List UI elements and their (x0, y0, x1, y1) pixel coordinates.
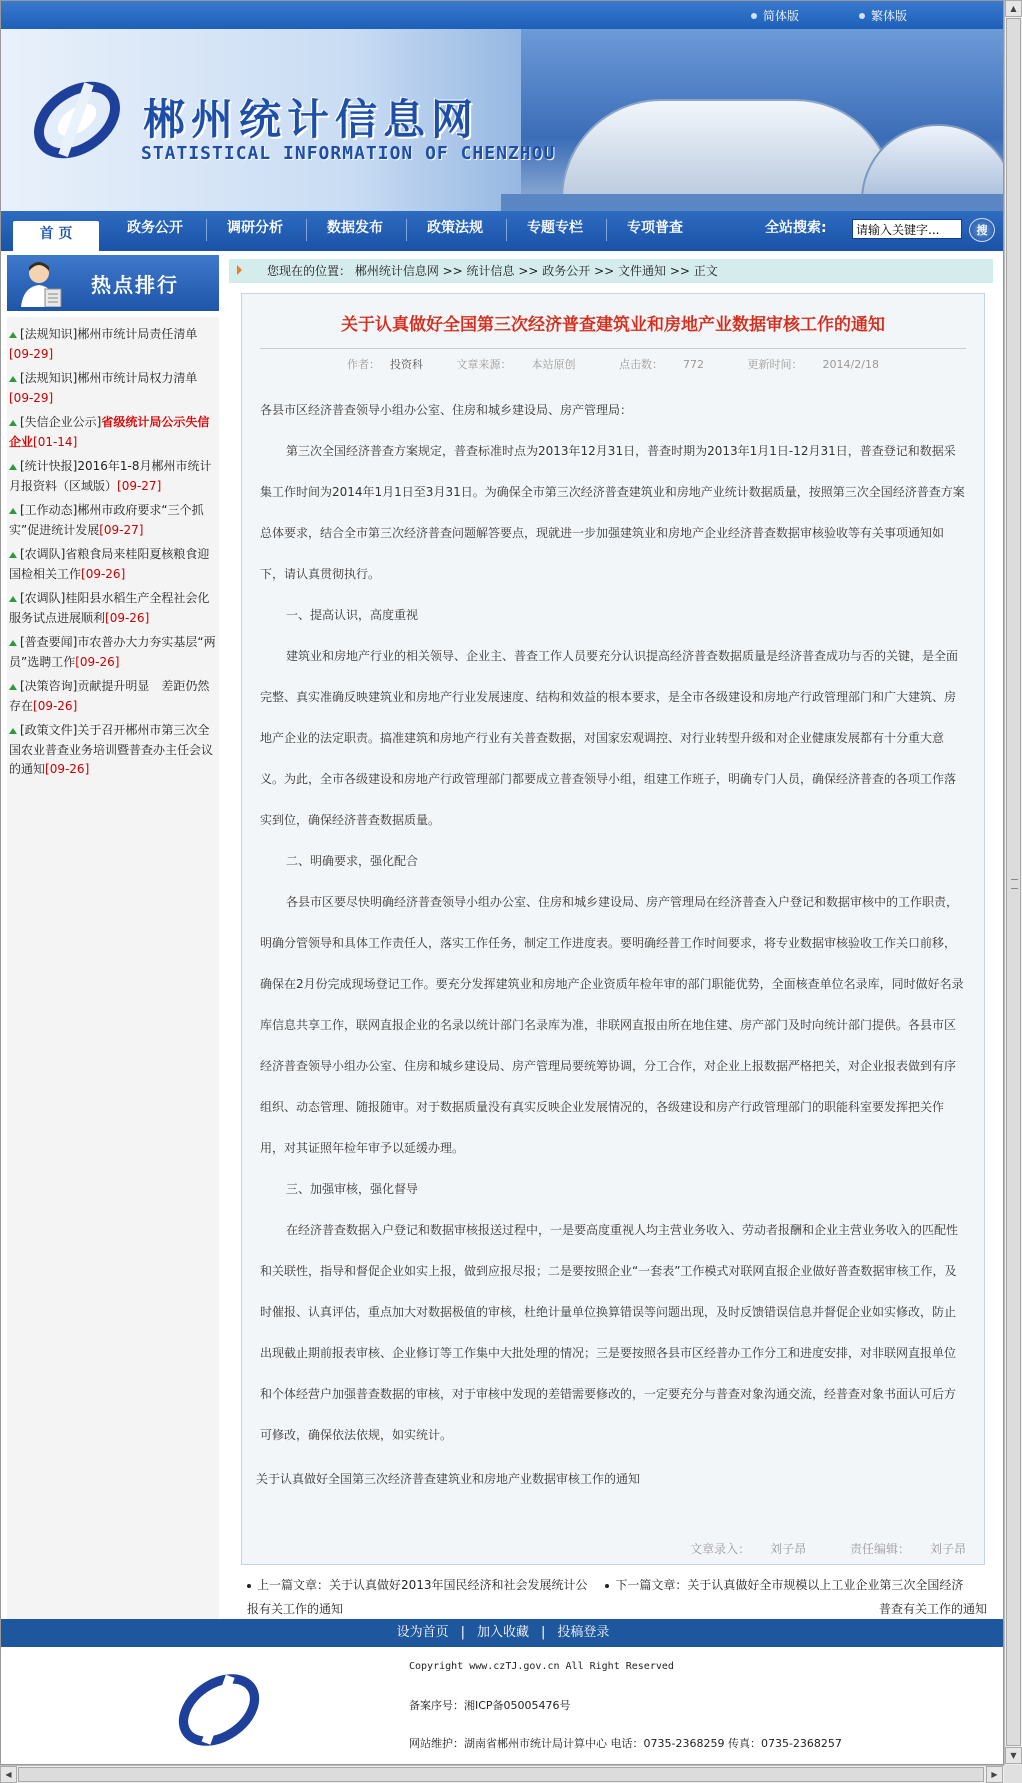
nav-divider (606, 219, 607, 241)
nav-divider (206, 219, 207, 241)
search-input[interactable] (852, 219, 962, 239)
footer-links: 设为首页 | 加入收藏 | 投稿登录 (1, 1619, 1004, 1647)
article (241, 293, 985, 1565)
nav-divider (306, 219, 307, 241)
person-icon (19, 259, 63, 307)
stadium-image (561, 99, 895, 203)
nav-divider (506, 219, 507, 241)
paragraph: 各县市区经济普查领导小组办公室、住房和城乡建设局、房产管理局： (260, 403, 633, 417)
list-item[interactable]: [政策文件]关于召开郴州市第三次全国农业普查业务培训暨普查办主任会议的通知[09-26] (9, 723, 214, 776)
arrow-right-icon (237, 265, 247, 275)
attachment-link[interactable]: 关于认真做好全国第三次经济普查建筑业和房地产业数据审核工作的通知 (256, 1472, 641, 1486)
list-item[interactable]: [法规知识]郴州市统计局权力清单 [09-29] (9, 371, 198, 405)
arrow-up-icon (9, 376, 17, 382)
scroll-thumb[interactable] (18, 1767, 984, 1782)
nav-data-release[interactable]: 数据发布 (327, 220, 383, 236)
arrow-up-icon (9, 728, 17, 734)
scroll-right-icon[interactable]: ▶ (986, 1766, 1003, 1783)
bullet-icon (751, 13, 757, 19)
bullet-icon (247, 1584, 251, 1588)
footer-logo-icon (176, 1667, 262, 1753)
nav-census[interactable]: 专项普查 (627, 220, 683, 236)
grip-icon (1011, 879, 1018, 889)
title-divider (260, 348, 966, 349)
list-item[interactable]: [决策咨询]贡献提升明显 差距仍然存在[09-26] (9, 679, 210, 713)
hot-list (7, 317, 219, 1047)
arrow-up-icon (9, 464, 17, 470)
header-banner (1, 29, 1004, 211)
article-body (260, 390, 966, 1456)
prev-article-link[interactable]: 关于认真做好2013年国民经济和社会发展统计公 (329, 1578, 588, 1592)
list-item[interactable]: [失信企业公示]省级统计局公示失信企业[01-14] (9, 415, 210, 449)
site-title: 郴州统计信息网 (143, 95, 480, 144)
nav-divider (406, 219, 407, 241)
prev-article-link-tail[interactable]: 报有关工作的通知 (247, 1602, 344, 1616)
section-heading: 三、加强审核，强化督导 (286, 1182, 419, 1196)
maintainer-info: 网站维护：湖南省郴州市统计局计算中心 电话：0735-2368259 传真：0735-2368257 (409, 1737, 842, 1750)
vertical-scrollbar[interactable] (1004, 0, 1022, 1765)
arrow-up-icon (9, 596, 17, 602)
scroll-up-icon[interactable]: ▲ (1005, 0, 1022, 17)
main-nav (1, 211, 1004, 251)
arrow-up-icon (9, 508, 17, 514)
list-item[interactable]: [工作动态]郴州市政府要求“三个抓实”促进统计发展[09-27] (9, 503, 204, 537)
article-credits: 文章录入： 刘子昂 责任编辑： 刘子昂 (690, 1542, 966, 1556)
nav-gov-affairs[interactable]: 政务公开 (127, 220, 183, 236)
list-item[interactable]: [农调队]省粮食局来桂阳夏核粮食迎国检相关工作[09-26] (9, 547, 210, 581)
paragraph: 在经济普查数据入户登记和数据审核报送过程中，一是要高度重视人均主营业务收入、劳动者报酬和企业主营业务收入的匹配性和关联性，指导和督促企业如实上报，做到应报尽报；二是要按照企业“一套表”工作模式对联网直报企业做好普查数据审核工作，及时催报、认真评估，重点加大对数据极值的审核，杜绝计量单位换算错误等问题出现，及时反馈错误信息并督促企业如实修改，防止出现截止期前报表审核、企业修订等工作集中大批处理的情况；三是要按照各县市区经普办工作分工和进度安排，对非联网直报单位和个体经营户加强普查数据的审核，对于审核中发现的差错需要修改的，一定要充分与普查对象沟通交流，经普查对象书面认可后方可修改，确保依法依规，如实统计。 (260, 1223, 959, 1442)
bullet-icon (605, 1584, 609, 1588)
next-article-link[interactable]: 关于认真做好全市规模以上工业企业第三次全国经济 (687, 1578, 964, 1592)
copyright: Copyright www.czTJ.gov.cn All Right Reserved (409, 1661, 674, 1672)
site-subtitle: STATISTICAL INFORMATION OF CHENZHOU (141, 143, 556, 164)
scroll-left-icon[interactable]: ◀ (0, 1766, 17, 1783)
arrow-up-icon (9, 332, 17, 338)
lang-simplified-link[interactable]: 简体版 (751, 7, 799, 24)
prev-next-nav: 上一篇文章：关于认真做好2013年国民经济和社会发展统计公 下一篇文章：关于认真做好全市规模以上工业企业第三次全国经济 报有关工作的通知 普查有关工作的通知 (247, 1573, 987, 1621)
paragraph: 各县市区要尽快明确经济普查领导小组办公室、住房和城乡建设局、房产管理局在经济普查入户登记和数据审核中的工作职责，明确分管领导和具体工作责任人，落实工作任务，制定工作进度表。要明确经普工作时间要求，将专业数据审核验收工作关口前移，确保在2月份完成现场登记工作。要充分发挥建筑业和房地产企业资质年检年审的部门职能优势，全面核查单位名录库，同时做好名录库信息共享工作，联网直报企业的名录以统计部门名录库为准，非联网直报由所在地住建、房产部门及时向统计部门提供。各县市区经济普查领导小组办公室、住房和城乡建设局、房产管理局要统筹协调，分工合作，对企业上报数据严格把关，对企业报表做到有序组织、动态管理、随报随审。对于数据质量没有真实反映企业发展情况的，各级建设和房产行政管理部门的职能科室要发挥把关作用，对其证照年检年审予以延缓办理。 (260, 895, 964, 1155)
paragraph: 建筑业和房地产行业的相关领导、企业主、普查工作人员要充分认识提高经济普查数据质量是经济普查成功与否的关键，是全面完整、真实准确反映建筑业和房地产行业发展速度、结构和效益的根本要求，是全市各级建设和房地产行政管理部门和广大建筑、房地产企业的法定职责。搞准建筑和房地产行业有关普查数据，对国家宏观调控、对行业转型升级和对企业健康发展都有十分重大意义。为此，全市各级建设和房地产行政管理部门都要成立普查领导小组，组建工作班子，明确专门人员，确保经济普查的各项工作落实到位，确保经济普查数据质量。 (260, 649, 959, 827)
list-item[interactable]: [法规知识]郴州市统计局责任清单 [09-29] (9, 327, 198, 361)
nav-policy[interactable]: 政策法规 (427, 220, 483, 236)
lang-traditional-link[interactable]: 繁体版 (859, 7, 907, 24)
paragraph: 第三次全国经济普查方案规定，普查标准时点为2013年12月31日，普查时期为2013年1月1日-12月31日，普查登记和数据采集工作时间为2014年1月1日至3月31日。为确保全市第三次经济普查建筑业和房地产业统计数据质量，按照第三次全国经济普查方案总体要求，结合全市第三次经济普查问题解答要点，现就进一步加强建筑业和房地产企业经济普查数据审核验收等有关事项通知如下，请认真贯彻执行。 (260, 444, 965, 581)
set-homepage-link[interactable]: 设为首页 (396, 1625, 449, 1640)
add-favorite-link[interactable]: 加入收藏 (476, 1625, 529, 1640)
icp-number: 备案序号：湘ICP备05005476号 (409, 1699, 571, 1712)
scroll-corner (1004, 1765, 1022, 1783)
submit-login-link[interactable]: 投稿登录 (557, 1625, 610, 1640)
search-label: 全站搜索: (765, 220, 827, 236)
footer (1, 1647, 1004, 1765)
next-article-link-tail[interactable]: 普查有关工作的通知 (878, 1602, 987, 1616)
arrow-up-icon (9, 552, 17, 558)
nav-home[interactable]: 首 页 (13, 221, 99, 251)
top-bar (1, 1, 1004, 29)
article-title: 关于认真做好全国第三次经济普查建筑业和房地产业数据审核工作的通知 (341, 315, 885, 335)
breadcrumb (229, 259, 993, 283)
arrow-up-icon (9, 640, 17, 646)
breadcrumb-text[interactable]: 您现在的位置： 郴州统计信息网 >> 统计信息 >> 政务公开 >> 文件通知 >> 正文 (267, 264, 718, 278)
sidebar (7, 255, 219, 1615)
hot-ranking-header (7, 255, 219, 311)
horizontal-scrollbar[interactable] (0, 1765, 1004, 1783)
arrow-up-icon (9, 684, 17, 690)
list-item[interactable]: [农调队]桂阳县水稻生产全程社会化服务试点进展顺利[09-26] (9, 591, 210, 625)
nav-research[interactable]: 调研分析 (227, 220, 283, 236)
list-item[interactable]: [统计快报]2016年1-8月郴州市统计月报资料（区域版）[09-27] (9, 459, 212, 493)
section-heading: 二、明确要求，强化配合 (286, 854, 419, 868)
list-item[interactable]: [普查要闻]市农普办大力夯实基层“两员”选聘工作[09-26] (9, 635, 216, 669)
scroll-thumb[interactable] (1006, 18, 1021, 1746)
bullet-icon (859, 13, 865, 19)
nav-topics[interactable]: 专题专栏 (527, 220, 583, 236)
search-button[interactable]: 搜 (969, 218, 995, 242)
site-logo-icon (31, 74, 123, 166)
arrow-up-icon (9, 420, 17, 426)
hot-ranking-title: 热点排行 (91, 273, 179, 297)
scroll-down-icon[interactable]: ▼ (1005, 1747, 1022, 1764)
section-heading: 一、提高认识，高度重视 (286, 608, 419, 622)
banner-ground (501, 194, 1004, 211)
article-meta: 作者： 投资科 文章来源： 本站原创 点击数： 772 更新时间： 2014/2/18 (347, 358, 879, 371)
